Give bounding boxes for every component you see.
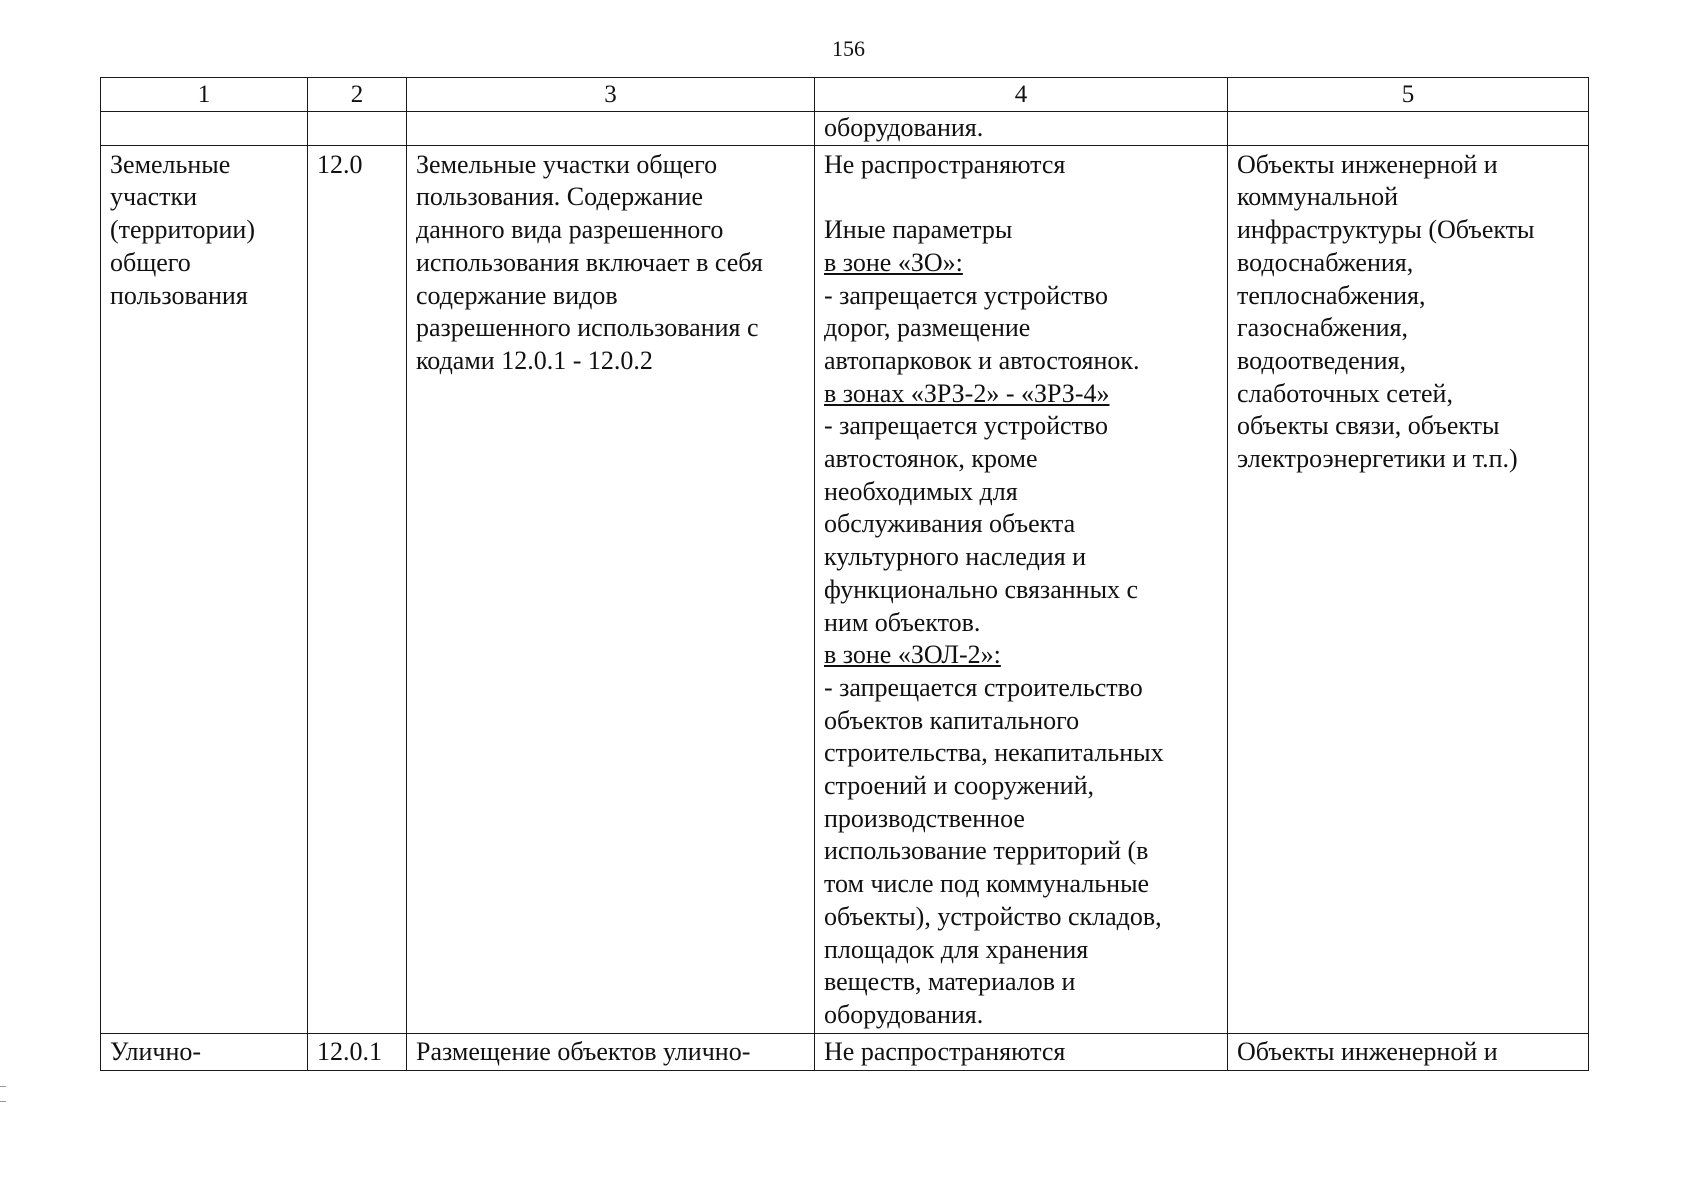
text-line: том числе под коммунальные xyxy=(824,869,1150,899)
cell-description xyxy=(407,145,815,1033)
text-line: производственное xyxy=(824,803,1025,833)
text-line: инфраструктуры (Объекты xyxy=(1237,215,1535,245)
cell-land-use-name: Улично- xyxy=(101,1033,308,1070)
text-line: культурного наследия и xyxy=(824,542,1087,572)
text-line: оборудования. xyxy=(824,999,984,1029)
cell-parameters xyxy=(815,145,1228,1033)
text-line: - запрещается устройство xyxy=(824,411,1108,441)
page-number: 156 xyxy=(832,36,865,61)
regulations-table xyxy=(100,77,1589,1071)
cell-infrastructure xyxy=(1228,145,1589,1033)
text-line: веществ, материалов и xyxy=(824,967,1076,997)
text-line: содержание видов xyxy=(416,280,618,310)
cell-infrastructure: Объекты инженерной и xyxy=(1228,1033,1589,1070)
text-line: водоотведения, xyxy=(1237,345,1406,375)
text-line: Не распространяются xyxy=(824,149,1066,179)
column-number-5: 5 xyxy=(1228,78,1589,112)
blank-line xyxy=(824,181,1218,214)
text-line: газоснабжения, xyxy=(1237,313,1408,343)
cell-empty xyxy=(1228,112,1589,146)
text-line: теплоснабжения, xyxy=(1237,280,1426,310)
text-line: площадок для хранения xyxy=(824,934,1089,964)
text-line: строительства, некапитальных xyxy=(824,738,1164,768)
column-number-1: 1 xyxy=(101,78,308,112)
cell-land-use-name xyxy=(101,145,308,1033)
text-line: электроэнергетики и т.п.) xyxy=(1237,444,1518,474)
text-line: кодами 12.0.1 - 12.0.2 xyxy=(416,345,653,375)
text-line: Иные параметры xyxy=(824,215,1013,245)
text-line: Объекты инженерной и xyxy=(1237,149,1498,179)
text-line: пользования. Содержание xyxy=(416,182,704,212)
text-line: необходимых для xyxy=(824,476,1018,506)
text-line: данного вида разрешенного xyxy=(416,215,724,245)
text-line: разрешенного использования с xyxy=(416,313,759,343)
text-line: слаботочных сетей, xyxy=(1237,378,1453,408)
column-number-3: 3 xyxy=(407,78,815,112)
text-line: коммунальной xyxy=(1237,182,1399,212)
table-header-row xyxy=(101,78,1589,112)
text-line: дорог, размещение xyxy=(824,313,1031,343)
text-line: автостоянок, кроме xyxy=(824,444,1038,474)
text-line: использования включает в себя xyxy=(416,247,763,277)
text-line: объекты связи, объекты xyxy=(1237,411,1500,441)
text-line: Земельные участки общего xyxy=(416,149,718,179)
table-row-public-land xyxy=(101,145,1589,1033)
text-line: водоснабжения, xyxy=(1237,247,1414,277)
text-line: ним объектов. xyxy=(824,607,981,637)
cell-empty xyxy=(308,112,407,146)
column-number-4: 4 xyxy=(815,78,1228,112)
cell-continuation-text: оборудования. xyxy=(815,112,1228,146)
zone-label-zrz: в зонах «ЗРЗ-2» - «ЗРЗ-4» xyxy=(824,378,1110,408)
table-row-street-network xyxy=(101,1033,1589,1070)
zone-label-zo: в зоне «ЗО»: xyxy=(824,247,963,277)
text-line: объекты), устройство складов, xyxy=(824,901,1162,931)
margin-scan-mark xyxy=(0,1086,6,1102)
column-number-2: 2 xyxy=(308,78,407,112)
text-line: пользования xyxy=(110,280,248,310)
text-line: (территории) xyxy=(110,215,255,245)
text-line: Земельные xyxy=(110,149,231,179)
text-line: обслуживания объекта xyxy=(824,509,1076,539)
cell-parameters: Не распространяются xyxy=(815,1033,1228,1070)
table-row-continuation xyxy=(101,112,1589,146)
text-line: участки xyxy=(110,182,198,212)
cell-empty xyxy=(407,112,815,146)
text-line: объектов капитального xyxy=(824,705,1080,735)
text-line: использование территорий (в xyxy=(824,836,1149,866)
text-line: общего xyxy=(110,247,191,277)
cell-empty xyxy=(101,112,308,146)
cell-code: 12.0.1 xyxy=(308,1033,407,1070)
text-line: - запрещается устройство xyxy=(824,280,1108,310)
cell-code: 12.0 xyxy=(308,145,407,1033)
zone-label-zol: в зоне «ЗОЛ-2»: xyxy=(824,640,1001,670)
text-line: строений и сооружений, xyxy=(824,771,1094,801)
text-line: автопарковок и автостоянок. xyxy=(824,345,1140,375)
text-line: функционально связанных с xyxy=(824,574,1139,604)
cell-description: Размещение объектов улично- xyxy=(407,1033,815,1070)
text-line: - запрещается строительство xyxy=(824,672,1143,702)
